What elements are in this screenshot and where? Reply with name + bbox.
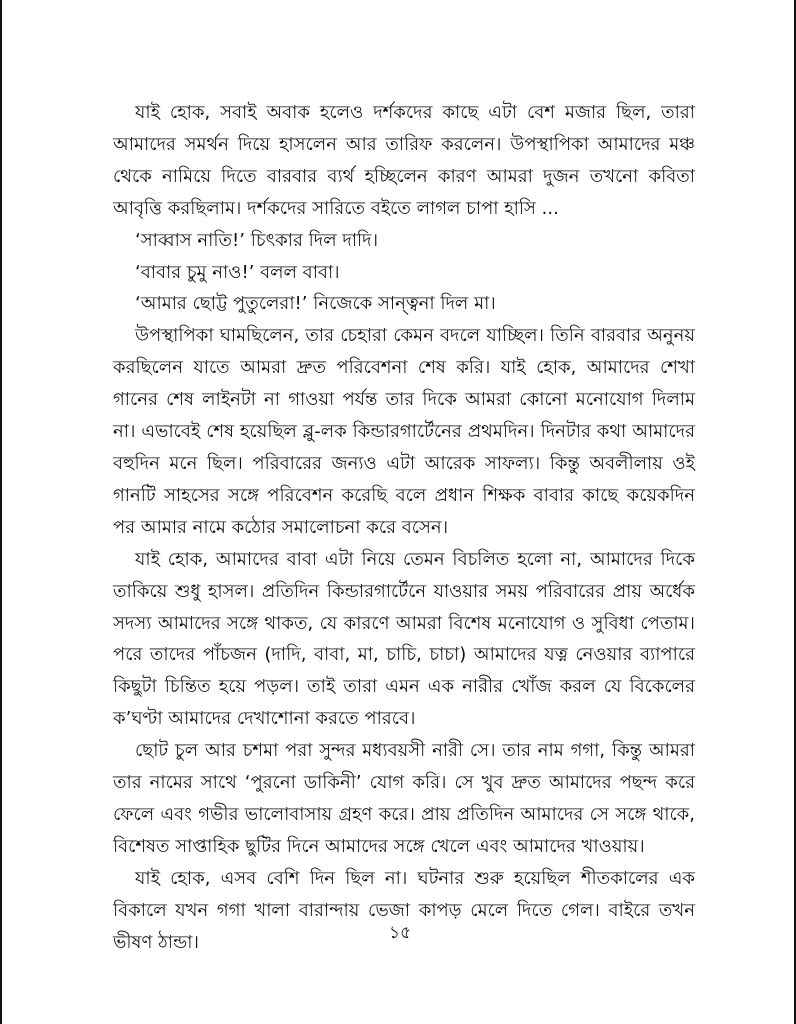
paragraph: যাই হোক, এসব বেশি দিন ছিল না। ঘটনার শুরু হয়েছিল শীতকালের এক বিকালে যখন গগা খালা বারান্দায় ভেজা কাপড় মেলে দিতে গেল। বাইরে তখন ভীষণ ঠান্ডা। xyxy=(113,867,695,953)
paragraph: যাই হোক, সবাই অবাক হলেও দর্শকদের কাছে এটা বেশ মজার ছিল, তারা আমাদের সমর্থন দিয়ে হাসলেন আর তারিফ করলেন। উপস্থাপিকা আমাদের মঞ্চ থেকে নামিয়ে দিতে বারবার ব্যর্থ হচ্ছিলেন কারণ আমরা দুজন তখনো কবিতা আবৃত্তি করছিলাম। দর্শকদের সারিতে বইতে লাগল চাপা হাসি ... xyxy=(113,102,695,219)
dialogue-line: ‘আমার ছোট্ট পুতুলেরা!’ নিজেকে সান্ত্বনা দিল মা। xyxy=(135,293,496,315)
paragraph: উপস্থাপিকা ঘামছিলেন, তার চেহারা কেমন বদলে যাচ্ছিল। তিনি বারবার অনুনয় করছিলেন যাতে আমরা দ্রুত পরিবেশনা শেষ করি। যাই হোক, আমাদের শেখা গানের শেষ লাইনটা না গাওয়া পর্যন্ত তার দিকে আমরা কোনো মনোযোগ দিলাম না। এভাবেই শেষ হয়েছিল ব্লু-লক কিন্ডারগার্টেনের প্রথমদিন। দিনটার কথা আমাদের বহুদিন মনে ছিল। পরিবারের জন্যও এটা আরেক সাফল্য। কিন্তু অবলীলায় ওই গানটি সাহসের সঙ্গে পরিবেশন করেছি বলে প্রধান শিক্ষক বাবার কাছে কয়েকদিন পর আমার নামে কঠোর সমালোচনা করে বসেন। xyxy=(113,325,695,538)
paragraph: ছোট চুল আর চশমা পরা সুন্দর মধ্যবয়সী নারী সে। তার নাম গগা, কিন্তু আমরা তার নামের সাথে ‘পুরনো ডাকিনী’ যোগ করি। সে খুব দ্রুত আমাদের পছন্দ করে ফেলে এবং গভীর ভালোবাসায় গ্রহণ করে। প্রায় প্রতিদিন আমাদের সে সঙ্গে থাকে, বিশেষত সাপ্তাহিক ছুটির দিনে আমাদের সঙ্গে খেলে এবং আমাদের খাওয়ায়। xyxy=(113,740,695,857)
dialogue-line: ‘সাব্বাস নাতি!’ চিৎকার দিল দাদি। xyxy=(135,229,379,251)
page-number: ১৫ xyxy=(388,923,412,943)
body-text xyxy=(113,97,695,958)
paragraph: যাই হোক, আমাদের বাবা এটা নিয়ে তেমন বিচলিত হলো না, আমাদের দিকে তাকিয়ে শুধু হাসল। প্রতিদিন কিন্ডারগার্টেনে যাওয়ার সময় পরিবারের প্রায় অর্ধেক সদস্য আমাদের সঙ্গে থাকত, যে কারণে আমরা বিশেষ মনোযোগ ও সুবিধা পেতাম। পরে তাদের পাঁচজন (দাদি, বাবা, মা, চাচি, চাচা) আমাদের যত্ন নেওয়ার ব্যাপারে কিছুটা চিন্তিত হয়ে পড়ল। তাই তারা এমন এক নারীর খোঁজ করল যে বিকেলের ক’ঘণ্টা আমাদের দেখাশোনা করতে পারবে। xyxy=(113,548,695,730)
dialogue-line: ‘বাবার চুমু নাও!’ বলল বাবা। xyxy=(135,261,340,283)
